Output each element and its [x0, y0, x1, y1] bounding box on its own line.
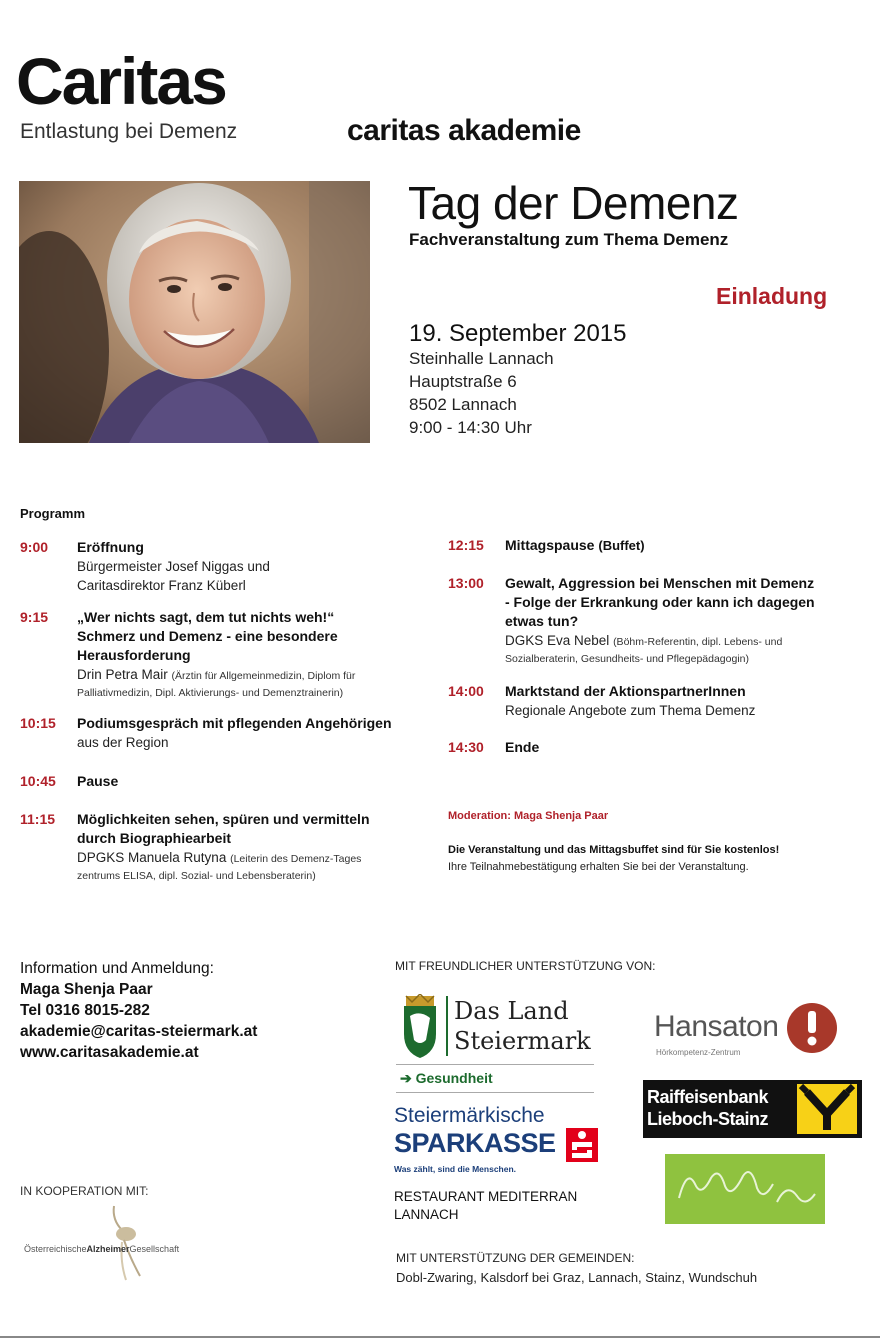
program-title: Pause	[77, 773, 119, 789]
program-speaker: DGKS Eva Nebel	[505, 633, 610, 648]
program-title: „Wer nichts sagt, dem tut nichts weh!“	[77, 609, 335, 625]
contact-name: Maga Shenja Paar	[20, 981, 153, 998]
sparkasse-line-2: SPARKASSE	[394, 1128, 556, 1158]
program-title: Eröffnung	[77, 539, 144, 555]
program-heading: Programm	[20, 506, 86, 521]
program-desc: Caritasdirektor Franz Küberl	[77, 578, 246, 593]
moderation-label: Moderation: Maga Shenja Paar	[448, 810, 609, 822]
restaurant-line-1: RESTAURANT MEDITERRAN	[394, 1189, 578, 1204]
event-subtitle: Fachveranstaltung zum Thema Demenz	[409, 230, 729, 249]
program-item	[448, 738, 868, 758]
invitation-label: Einladung	[716, 283, 828, 309]
hansaton-logo	[654, 1002, 844, 1060]
program-item	[20, 810, 440, 885]
sparkasse-claim: Was zählt, sind die Menschen.	[394, 1164, 517, 1174]
program-speaker-note: Palliativmedizin, Dipl. Aktivierungs- und Demenztrainerin)	[77, 687, 344, 699]
event-time: 9:00 - 14:30 Uhr	[409, 418, 532, 437]
contact-heading: Information und Anmeldung:	[20, 960, 214, 977]
program-item	[448, 574, 868, 669]
program-title: etwas tun?	[505, 613, 579, 629]
program-time: 14:30	[448, 739, 484, 755]
hansaton-ear-icon	[786, 1002, 838, 1054]
program-item	[448, 536, 868, 556]
program-speaker-note: (Böhm-Referentin, dipl. Lebens- und	[613, 636, 783, 648]
cooperation-heading: IN KOOPERATION MIT:	[20, 1184, 149, 1198]
program-title: Ende	[505, 739, 540, 755]
program-item	[20, 772, 440, 792]
contact-phone[interactable]: Tel 0316 8015-282	[20, 1002, 150, 1019]
event-street: Hauptstraße 6	[409, 372, 517, 391]
steiermark-crest-icon	[396, 994, 444, 1060]
caritas-subtitle: Entlastung bei Demenz	[20, 120, 238, 143]
contact-email[interactable]: akademie@caritas-steiermark.at	[20, 1023, 258, 1040]
program-item	[20, 538, 440, 598]
land-steiermark-logo	[396, 994, 596, 1094]
restaurant-line-2: LANNACH	[394, 1207, 459, 1222]
program-title: Podiumsgespräch mit pflegenden Angehörigen	[77, 715, 392, 731]
bottom-divider	[0, 1336, 880, 1338]
raiffeisen-gable-icon	[797, 1084, 857, 1134]
elisabeth-shop-script-icon	[665, 1154, 825, 1224]
program-speaker: Drin Petra Mair	[77, 667, 168, 682]
contact-block	[20, 958, 257, 1063]
program-speaker-note: (Ärztin für Allgemeinmedizin, Diplom für	[171, 670, 356, 682]
program-time: 14:00	[448, 683, 484, 699]
program-title-extra: (Buffet)	[598, 538, 645, 553]
hansaton-wordmark: Hansaton	[654, 1010, 779, 1043]
elisabeth-shop-logo	[665, 1154, 825, 1224]
event-date: 19. September 2015	[409, 320, 627, 347]
program-title: Schmerz und Demenz - eine besondere	[77, 628, 338, 644]
free-admission-note: Die Veranstaltung und das Mittagsbuffet sind für Sie kostenlos!	[448, 844, 780, 856]
municipalities-list: Dobl-Zwaring, Kalsdorf bei Graz, Lannach, Stainz, Wundschuh	[396, 1270, 758, 1285]
program-title: Marktstand der AktionspartnerInnen	[505, 683, 746, 699]
event-title: Tag der Demenz	[408, 177, 739, 229]
program-desc: aus der Region	[77, 735, 169, 750]
program-time: 9:00	[20, 539, 49, 555]
program-title: Gewalt, Aggression bei Menschen mit Demenz	[505, 575, 815, 591]
program-title: Herausforderung	[77, 647, 191, 663]
elderly-woman-photo	[19, 181, 370, 443]
municipalities-heading: MIT UNTERSTÜTZUNG DER GEMEINDEN:	[396, 1251, 635, 1265]
caritas-akademie-logo: caritas akademie	[347, 114, 581, 147]
land-line-1: Das Land	[454, 997, 569, 1025]
sparkasse-logo	[394, 1104, 604, 1174]
alzheimer-society-name: ÖsterreichischeAlzheimerGesellschaft	[24, 1244, 180, 1254]
sponsors-heading: MIT FREUNDLICHER UNTERSTÜTZUNG VON:	[395, 959, 656, 973]
program-time: 9:15	[20, 609, 49, 625]
program-title: Mittagspause	[505, 537, 595, 553]
program-speaker-note: zentrums ELISA, dipl. Sozial- und Lebensberaterin)	[77, 870, 316, 882]
program-item	[20, 714, 440, 754]
land-line-2: Steiermark	[454, 1027, 591, 1055]
program-item	[448, 682, 868, 722]
contact-website[interactable]: www.caritasakademie.at	[20, 1044, 199, 1061]
land-department: ➔ Gesundheit	[400, 1070, 493, 1086]
program-title: durch Biographiearbeit	[77, 830, 232, 846]
sparkasse-line-1: Steiermärkische	[394, 1104, 545, 1127]
program-speaker-note: (Leiterin des Demenz-Tages	[230, 853, 362, 865]
raiffeisen-line-1: Raiffeisenbank	[647, 1087, 769, 1107]
program-time: 12:15	[448, 537, 484, 553]
restaurant-sponsor	[394, 1188, 577, 1224]
program-desc: Bürgermeister Josef Niggas und	[77, 559, 270, 574]
event-venue: Steinhalle Lannach	[409, 349, 554, 368]
program-speaker-note: Sozialberaterin, Gesundheits- und Pflegepädagogin)	[505, 653, 749, 665]
sparkasse-s-icon	[566, 1128, 598, 1162]
alzheimer-society-icon	[100, 1200, 150, 1284]
program-title: Möglichkeiten sehen, spüren und vermitteln	[77, 811, 370, 827]
confirmation-note: Ihre Teilnahmebestätigung erhalten Sie bei der Veranstaltung.	[448, 861, 749, 873]
program-time: 11:15	[20, 811, 56, 827]
raiffeisenbank-logo	[643, 1080, 862, 1138]
program-time: 13:00	[448, 575, 484, 591]
caritas-logo: Caritas	[16, 44, 226, 118]
raiffeisen-line-2: Lieboch-Stainz	[647, 1109, 769, 1129]
program-title: - Folge der Erkrankung oder kann ich dagegen	[505, 594, 815, 610]
program-time: 10:15	[20, 715, 56, 731]
program-time: 10:45	[20, 773, 56, 789]
event-city: 8502 Lannach	[409, 395, 517, 414]
program-item	[20, 608, 440, 708]
hansaton-tagline: Hörkompetenz-Zentrum	[656, 1048, 741, 1057]
program-desc: Regionale Angebote zum Thema Demenz	[505, 703, 756, 718]
program-speaker: DPGKS Manuela Rutyna	[77, 850, 227, 865]
